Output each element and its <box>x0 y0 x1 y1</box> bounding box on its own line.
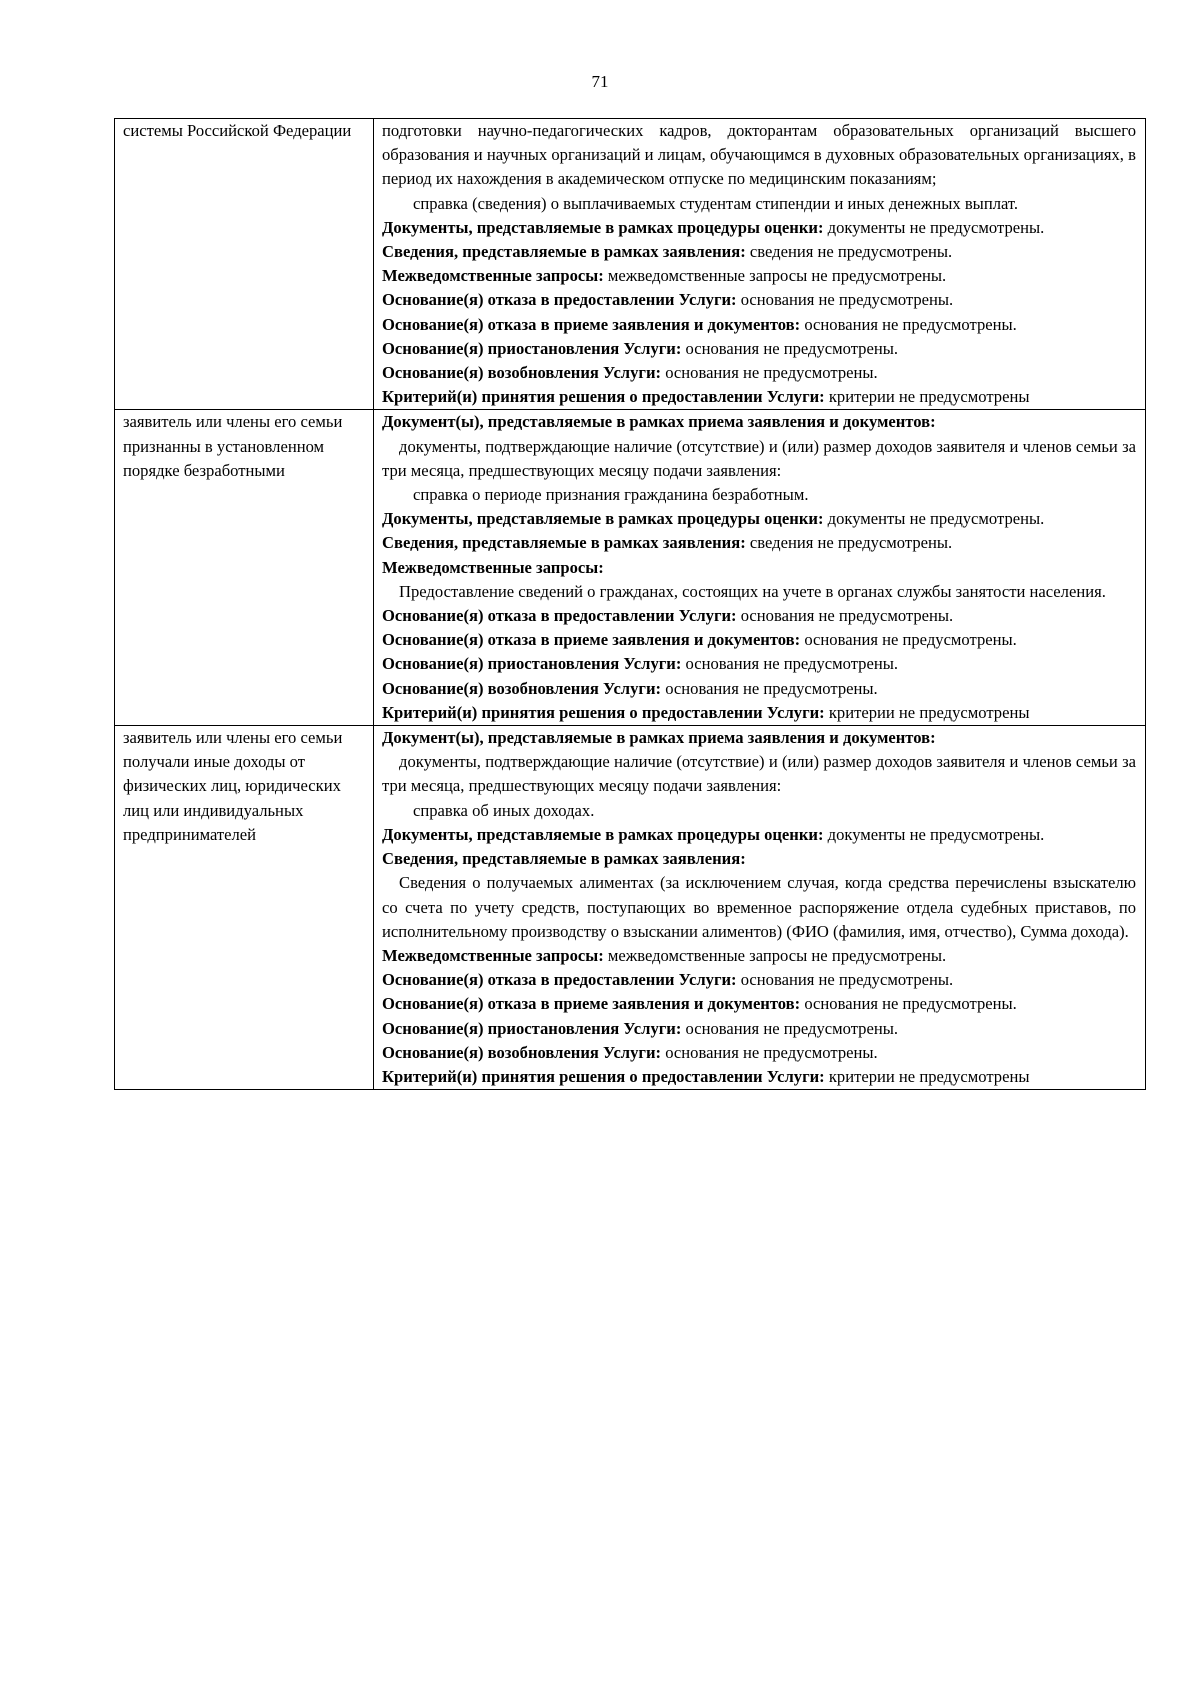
paragraph: Основание(я) возобновления Услуги: основания не предусмотрены. <box>382 678 878 698</box>
paragraph: Основание(я) отказа в приеме заявления и документов: основания не предусмотрены. <box>382 314 1017 334</box>
paragraph: Документ(ы), представляемые в рамках приема заявления и документов: <box>382 728 936 748</box>
paragraph: Основание(я) отказа в предоставлении Услуги: основания не предусмотрены. <box>382 290 954 310</box>
paragraph: Межведомственные запросы: межведомственные запросы не предусмотрены. <box>382 266 947 286</box>
paragraph: справка об иных доходах. <box>413 800 595 820</box>
paragraph: Документ(ы), представляемые в рамках приема заявления и документов: <box>382 412 936 432</box>
right-cell <box>374 726 1146 1090</box>
paragraph: документы, подтверждающие наличие (отсутствие) и (или) размер доходов заявителя и членов семьи за три месяца, предшествующих месяцу подачи заявления: <box>382 436 1136 480</box>
paragraph: Основание(я) отказа в предоставлении Услуги: основания не предусмотрены. <box>382 970 954 990</box>
paragraph: Критерий(и) принятия решения о предоставлении Услуги: критерии не предусмотрены <box>382 702 1030 722</box>
table-row <box>115 119 1146 410</box>
paragraph: Критерий(и) принятия решения о предоставлении Услуги: критерии не предусмотрены <box>382 387 1030 407</box>
paragraph: Основание(я) отказа в приеме заявления и документов: основания не предусмотрены. <box>382 994 1017 1014</box>
paragraph: справка (сведения) о выплачиваемых студентам стипендии и иных денежных выплат. <box>413 193 1019 213</box>
document-table <box>114 118 1146 1090</box>
paragraph: Сведения, представляемые в рамках заявления: сведения не предусмотрены. <box>382 533 953 553</box>
paragraph: Предоставление сведений о гражданах, состоящих на учете в органах службы занятости населения. <box>399 581 1106 601</box>
paragraph: Документы, представляемые в рамках процедуры оценки: документы не предусмотрены. <box>382 824 1045 844</box>
paragraph: Сведения, представляемые в рамках заявления: сведения не предусмотрены. <box>382 242 953 262</box>
paragraph: Основание(я) приостановления Услуги: основания не предусмотрены. <box>382 654 899 674</box>
paragraph: Межведомственные запросы: межведомственные запросы не предусмотрены. <box>382 945 947 965</box>
paragraph: Межведомственные запросы: <box>382 557 604 577</box>
paragraph: Документы, представляемые в рамках процедуры оценки: документы не предусмотрены. <box>382 217 1045 237</box>
left-cell: заявитель или члены его семьи получали иные доходы от физических лиц, юридических лиц или индивидуальных предпринимателей <box>115 726 374 1090</box>
paragraph: Основание(я) приостановления Услуги: основания не предусмотрены. <box>382 338 899 358</box>
paragraph: Основание(я) возобновления Услуги: основания не предусмотрены. <box>382 1042 878 1062</box>
right-cell <box>374 410 1146 726</box>
paragraph: Основание(я) отказа в предоставлении Услуги: основания не предусмотрены. <box>382 606 954 626</box>
left-cell: заявитель или члены его семьи признанны в установленном порядке безработными <box>115 410 374 726</box>
paragraph: Основание(я) приостановления Услуги: основания не предусмотрены. <box>382 1018 899 1038</box>
table-row <box>115 410 1146 726</box>
paragraph: Сведения о получаемых алиментах (за исключением случая, когда средства перечислены взыскателю со счета по учету средств, поступающих во временное распоряжение отдела судебных приставов, по исполнительному производству о взыскании алиментов) (ФИО (фамилия, имя, отчество), Сумма дохода). <box>382 873 1136 941</box>
paragraph: Сведения, представляемые в рамках заявления: <box>382 849 746 869</box>
table-row <box>115 726 1146 1090</box>
paragraph: Основание(я) возобновления Услуги: основания не предусмотрены. <box>382 363 878 383</box>
left-cell: системы Российской Федерации <box>115 119 374 410</box>
paragraph: Документы, представляемые в рамках процедуры оценки: документы не предусмотрены. <box>382 509 1045 529</box>
paragraph: Основание(я) отказа в приеме заявления и документов: основания не предусмотрены. <box>382 630 1017 650</box>
right-cell <box>374 119 1146 410</box>
paragraph: подготовки научно-педагогических кадров, докторантам образовательных организаций высшего образования и научных организаций и лицам, обучающимся в духовных образовательных организациях, в период их нахождения в академическом отпуске по медицинским показаниям; <box>382 121 1136 189</box>
paragraph: документы, подтверждающие наличие (отсутствие) и (или) размер доходов заявителя и членов семьи за три месяца, предшествующих месяцу подачи заявления: <box>382 752 1136 796</box>
paragraph: Критерий(и) принятия решения о предоставлении Услуги: критерии не предусмотрены <box>382 1066 1030 1086</box>
paragraph: справка о периоде признания гражданина безработным. <box>413 485 809 505</box>
page-number: 71 <box>591 72 609 91</box>
